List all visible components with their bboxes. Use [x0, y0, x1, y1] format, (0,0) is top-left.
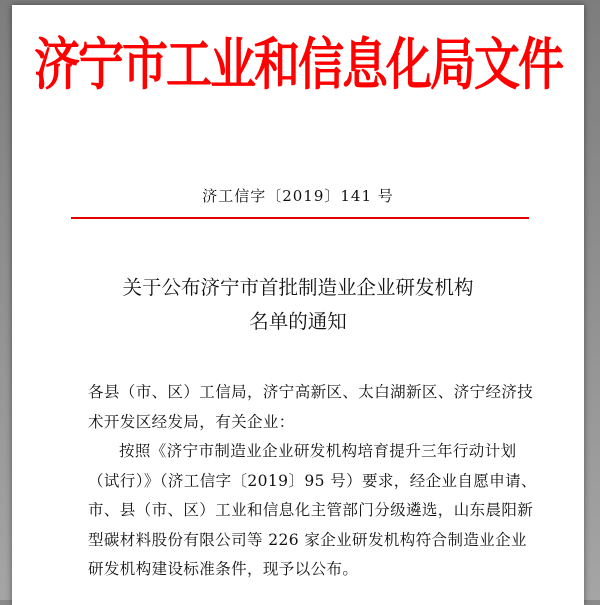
paragraph-line-3: 市、县（市、区）工业和信息化主管部门分级遴选，山东晨阳新 — [88, 501, 534, 519]
salutation — [88, 378, 534, 437]
paragraph-line-2: （试行）》（济工信字〔2019〕95 号）要求，经企业自愿申请、 — [88, 471, 537, 490]
notice-title-line-1: 关于公布济宁市首批制造业企业研发机构 — [122, 276, 474, 299]
document-body — [88, 378, 537, 585]
notice-title — [12, 271, 584, 339]
notice-title-line-2: 名单的通知 — [249, 310, 347, 333]
paragraph-line-4: 型碳材料股份有限公司等 226 家企业研发机构符合制造业企业 — [88, 530, 527, 549]
salutation-line-1: 各县（市、区）工信局，济宁高新区、太白湖新区、济宁经济技 — [88, 383, 534, 401]
salutation-line-2: 术开发区经发局，有关企业： — [88, 412, 295, 431]
red-header-title: 济宁市工业和信息化局文件 — [34, 31, 562, 98]
document-page — [12, 5, 584, 605]
body-paragraph — [88, 437, 537, 585]
paragraph-line-1: 按照《济宁市制造业企业研发机构培育提升三年行动计划 — [119, 442, 517, 460]
document-number: 济工信字〔2019〕141 号 — [202, 187, 394, 205]
red-divider-line — [71, 217, 529, 219]
paragraph-line-5: 研发机构建设标准条件，现予以公布。 — [88, 560, 359, 578]
